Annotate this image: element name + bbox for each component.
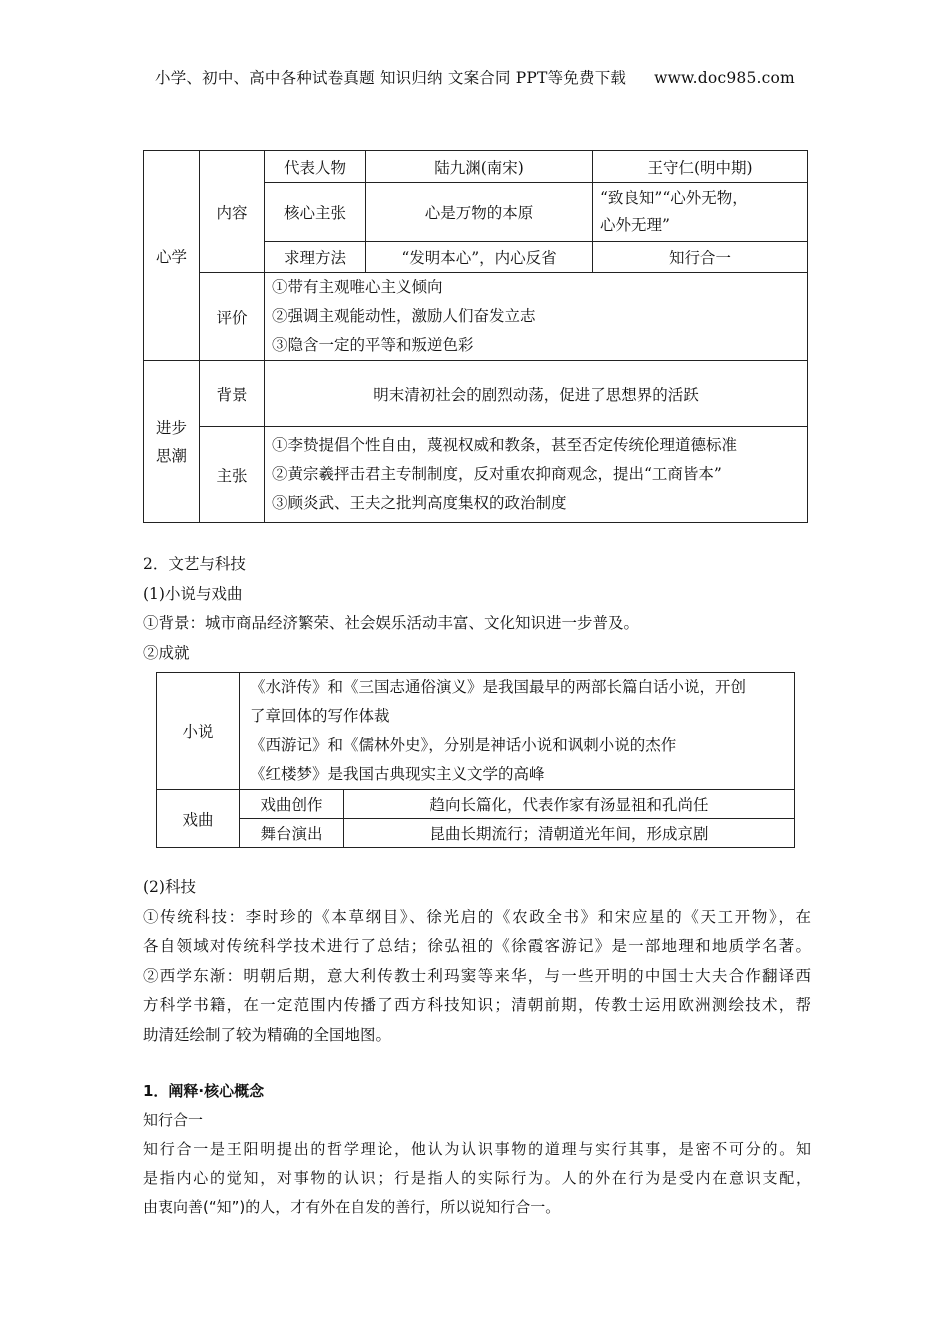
literature-table [156, 672, 795, 848]
concept-section [143, 1077, 811, 1222]
science-p2-line: ②西学东渐：明朝后期，意大利传教士利玛窦等来华，与一些开明的中国士大夫合作翻译西 [143, 966, 811, 985]
claim-label: 主张 [200, 427, 265, 523]
lu-claim: 心是万物的本原 [366, 183, 593, 242]
jinbu-label: 进步 思潮 [144, 361, 200, 523]
concept-term: 知行合一 [143, 1111, 204, 1129]
novel-label: 小说 [157, 673, 240, 790]
wang-rep: 王守仁(明中期) [593, 151, 808, 183]
science-p1-line: ①传统科技：李时珍的《本草纲目》、徐光启的《农政全书》和宋应星的《天工开物》，在 [143, 907, 811, 926]
content-label: 内容 [200, 151, 265, 273]
eval-label: 评价 [200, 273, 265, 361]
science-section [143, 873, 811, 1050]
concept-line: 由衷向善(“知”)的人，才有外在自发的善行，所以说知行合一。 [143, 1198, 561, 1216]
section2-intro [143, 550, 811, 668]
science-title: (2)科技 [143, 878, 196, 896]
lu-method: “发明本心”，内心反省 [366, 242, 593, 273]
drama-row-label: 戏曲创作 [240, 790, 344, 819]
row-label: 求理方法 [265, 242, 366, 273]
row-label: 核心主张 [265, 183, 366, 242]
xinxue-label: 心学 [144, 151, 200, 361]
wang-method: 知行合一 [593, 242, 808, 273]
achievement-label: ②成就 [143, 643, 190, 662]
concept-line: 知行合一是王阳明提出的哲学理论，他认为认识事物的道理与实行其事，是密不可分的。知 [143, 1140, 811, 1158]
row-label: 代表人物 [265, 151, 366, 183]
drama-label: 戏曲 [157, 790, 240, 848]
novel-content: 《水浒传》和《三国志通俗演义》是我国最早的两部长篇白话小说，开创 了章回体的写作体裁 《西游记》和《儒林外史》，分别是神话小说和讽刺小说的杰作 《红楼梦》是我国古典现实主义文学的高峰 [240, 673, 795, 790]
drama-row-text: 趋向长篇化，代表作家有汤显祖和孔尚任 [344, 790, 795, 819]
page-header [0, 66, 950, 88]
science-p1-line: 各自领域对传统科学技术进行了总结；徐弘祖的《徐霞客游记》是一部地理和地质学名著。 [143, 937, 811, 955]
bg-label: 背景 [200, 361, 265, 427]
bg-text: 明末清初社会的剧烈动荡，促进了思想界的活跃 [265, 361, 808, 427]
header-text: 小学、初中、高中各种试卷真题 知识归纳 文案合同 PPT等免费下载 [155, 69, 627, 87]
background-text: ①背景：城市商品经济繁荣、社会娱乐活动丰富、文化知识进一步普及。 [143, 614, 640, 632]
thought-table [143, 150, 808, 523]
drama-row-label: 舞台演出 [240, 819, 344, 848]
science-p2-line: 方科学书籍，在一定范围内传播了西方科技知识；清朝前期，传教士运用欧洲测绘技术，帮 [143, 996, 811, 1014]
claim-content: ①李贽提倡个性自由，蔑视权威和教条，甚至否定传统伦理道德标准 ②黄宗羲抨击君主专制制度，反对重农抑商观念，提出“工商皆本” ③顾炎武、王夫之批判高度集权的政治制度 [265, 427, 808, 523]
eval-content: ①带有主观唯心主义倾向 ②强调主观能动性，激励人们奋发立志 ③隐含一定的平等和叛逆色彩 [265, 273, 808, 361]
concept-title: 1．阐释·核心概念 [143, 1082, 265, 1100]
wang-claim: “致良知”“心外无物， 心外无理” [593, 183, 808, 242]
section-title: 2．文艺与科技 [143, 555, 246, 573]
science-p2-line: 助清廷绘制了较为精确的全国地图。 [143, 1025, 392, 1044]
concept-line: 是指内心的觉知，对事物的认识；行是指人的实际行为。人的外在行为是受内在意识支配， [143, 1169, 811, 1187]
header-url[interactable]: www.doc985.com [654, 69, 795, 87]
subsection-title: (1)小说与戏曲 [143, 584, 243, 603]
drama-row-text: 昆曲长期流行；清朝道光年间，形成京剧 [344, 819, 795, 848]
lu-rep: 陆九渊(南宋) [366, 151, 593, 183]
